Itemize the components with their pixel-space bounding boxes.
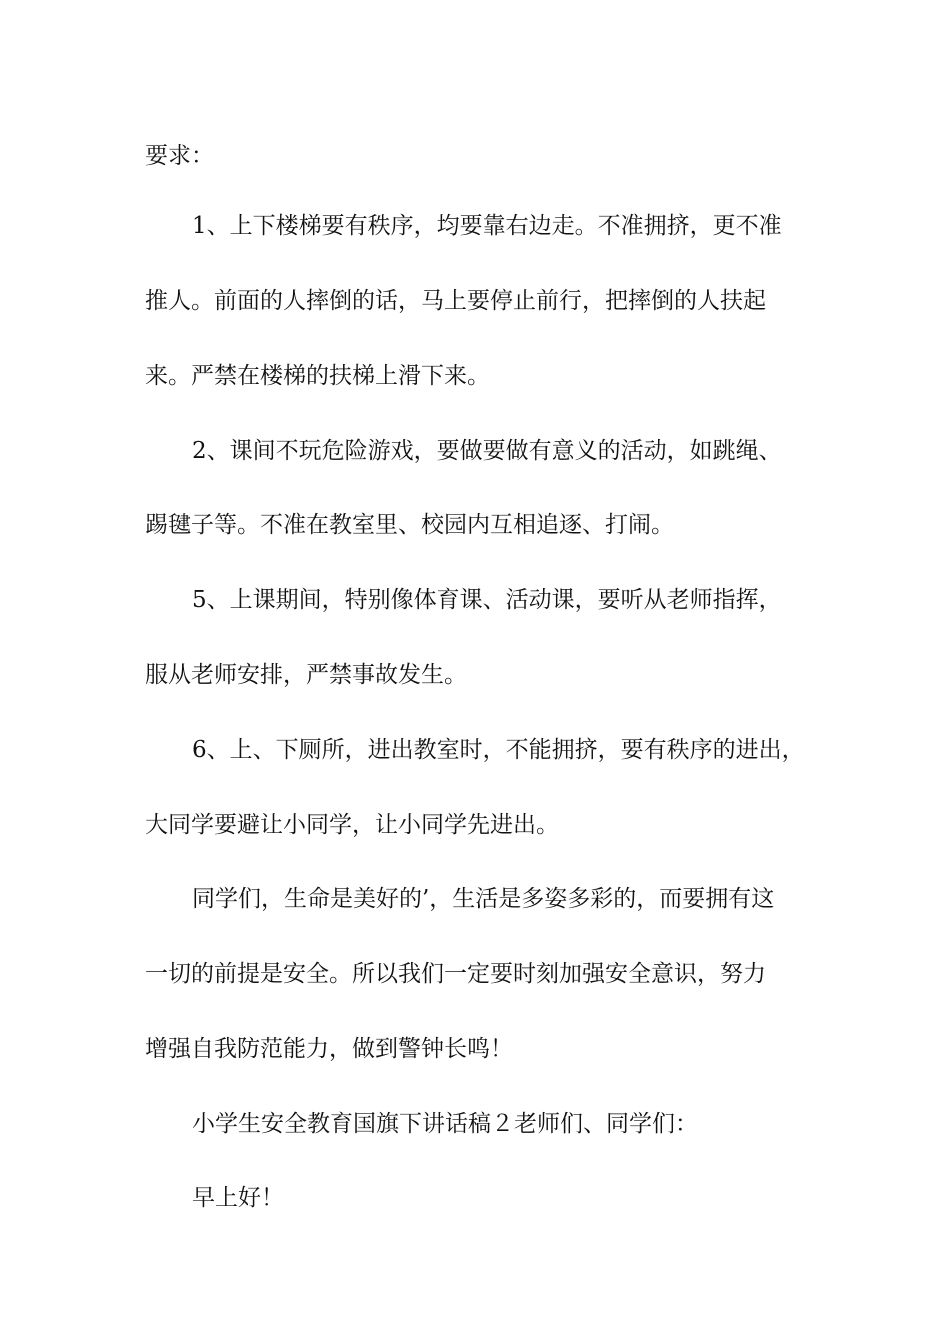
text-line: 推人。前面的人摔倒的话，马上要停止前行，把摔倒的人扶起 [145,288,766,314]
text-line: 早上好！ [192,1185,284,1211]
text-line: 大同学要避让小同学，让小同学先进出。 [145,812,559,838]
text-line: 要求： [145,143,214,169]
text-line: 6、上、下厕所，进出教室时，不能拥挤，要有秩序的进出， [192,737,805,763]
text-line: 服从老师安排，严禁事故发生。 [145,662,467,688]
text-line: 5、上课期间，特别像体育课、活动课，要听从老师指挥， [192,587,782,613]
text-line: 来。严禁在楼梯的扶梯上滑下来。 [145,363,490,389]
text-line: 增强自我防范能力，做到警钟长鸣！ [145,1036,513,1062]
text-line: 一切的前提是安全。所以我们一定要时刻加强安全意识，努力 [145,961,766,987]
text-line: 踢毽子等。不准在教室里、校园内互相追逐、打闹。 [145,512,674,538]
text-line: 同学们，生命是美好的’，生活是多姿多彩的，而要拥有这 [192,886,775,912]
text-line: 2、课间不玩危险游戏，要做要做有意义的活动，如跳绳、 [192,438,782,464]
text-line: 小学生安全教育国旗下讲话稿２老师们、同学们： [192,1111,698,1137]
text-line: 1、上下楼梯要有秩序，均要靠右边走。不准拥挤，更不准 [192,213,782,239]
